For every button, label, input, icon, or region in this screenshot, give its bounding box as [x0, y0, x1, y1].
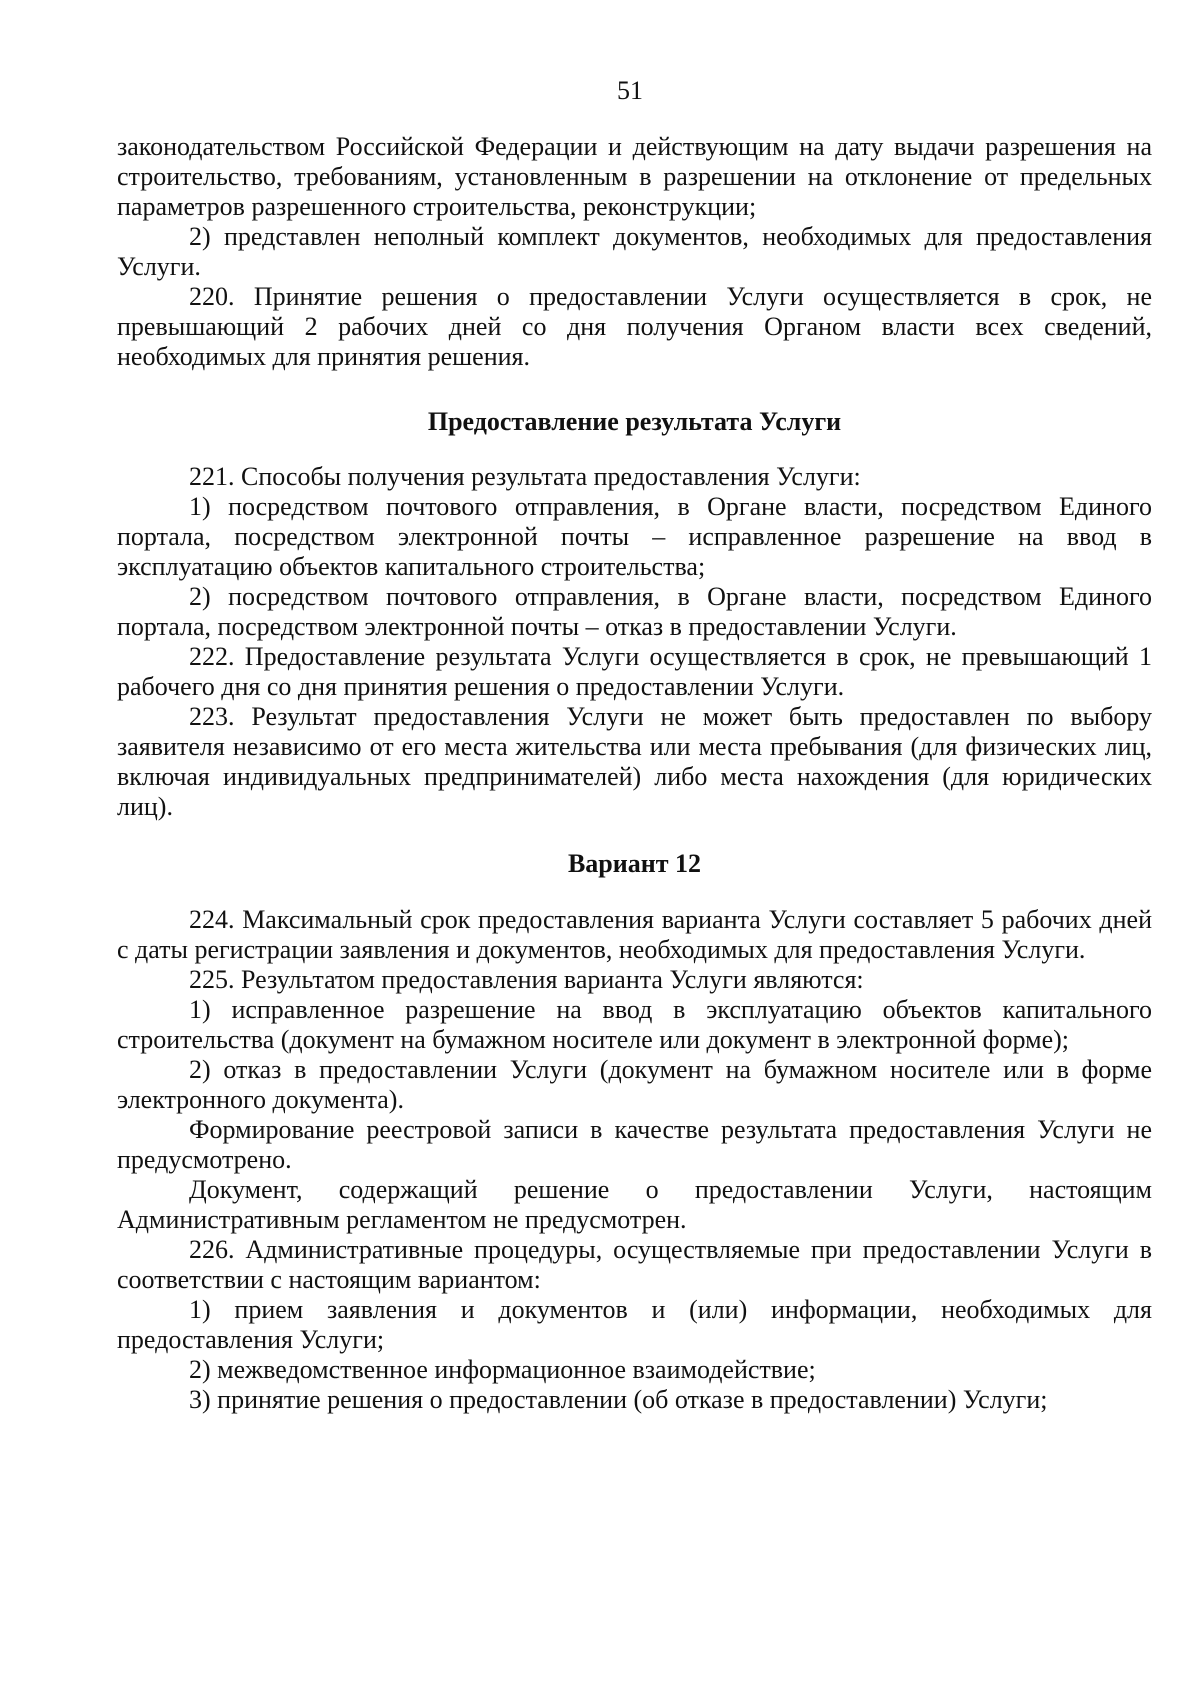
- section-heading-block: [117, 407, 1152, 437]
- paragraph: законодательством Российской Федерации и действующим на дату выдачи разрешения на строительство, требованиям, установленным в разрешении на отклонение от предельных параметров разрешенного строительства, реконструкции;: [117, 132, 1152, 221]
- paragraph: 223. Результат предоставления Услуги не может быть предоставлен по выбору заявителя независимо от его места жительства или места пребывания (для физических лиц, включая индивидуальных предпринимателей) либо места нахождения (для юридических лиц).: [117, 702, 1152, 821]
- page-number: 51: [617, 76, 643, 105]
- variant-heading: Вариант 12: [567, 849, 702, 878]
- paragraph: 220. Принятие решения о предоставлении Услуги осуществляется в срок, не превышающий 2 рабочих дней со дня получения Органом власти всех сведений, необходимых для принятия решения.: [117, 282, 1152, 371]
- list-item: 2) отказ в предоставлении Услуги (документ на бумажном носителе или в форме электронного документа).: [117, 1055, 1152, 1114]
- paragraph: 225. Результатом предоставления варианта Услуги являются:: [189, 965, 864, 994]
- paragraph: Формирование реестровой записи в качестве результата предоставления Услуги не предусмотрено.: [117, 1115, 1152, 1174]
- paragraph: 226. Административные процедуры, осуществляемые при предоставлении Услуги в соответствии с настоящим вариантом:: [117, 1235, 1152, 1294]
- list-item: 2) представлен неполный комплект документов, необходимых для предоставления Услуги.: [117, 222, 1152, 281]
- text-section-middle: [117, 462, 1152, 822]
- list-item: 1) исправленное разрешение на ввод в эксплуатацию объектов капитального строительства (документ на бумажном носителе или документ в электронной форме);: [117, 995, 1152, 1054]
- paragraph: 221. Способы получения результата предоставления Услуги:: [189, 462, 861, 491]
- text-section-top: [117, 132, 1152, 372]
- paragraph: 224. Максимальный срок предоставления варианта Услуги составляет 5 рабочих дней с даты регистрации заявления и документов, необходимых для предоставления Услуги.: [117, 905, 1152, 964]
- paragraph: Документ, содержащий решение о предоставлении Услуги, настоящим Административным регламентом не предусмотрен.: [117, 1175, 1152, 1234]
- paragraph: 222. Предоставление результата Услуги осуществляется в срок, не превышающий 1 рабочего дня со дня принятия решения о предоставлении Услуги.: [117, 642, 1152, 701]
- text-section-bottom: [117, 905, 1152, 1415]
- list-item: 2) посредством почтового отправления, в Органе власти, посредством Единого портала, посредством электронной почты – отказ в предоставлении Услуги.: [117, 582, 1152, 641]
- list-item: 1) прием заявления и документов и (или) информации, необходимых для предоставления Услуги;: [117, 1295, 1152, 1354]
- list-item: 2) межведомственное информационное взаимодействие;: [189, 1355, 816, 1384]
- list-item: 1) посредством почтового отправления, в Органе власти, посредством Единого портала, посредством электронной почты – исправленное разрешение на ввод в эксплуатацию объектов капитального строительства;: [117, 492, 1152, 581]
- section-heading: Предоставление результата Услуги: [427, 407, 842, 436]
- list-item: 3) принятие решения о предоставлении (об отказе в предоставлении) Услуги;: [189, 1385, 1048, 1414]
- variant-heading-block: [117, 849, 1152, 879]
